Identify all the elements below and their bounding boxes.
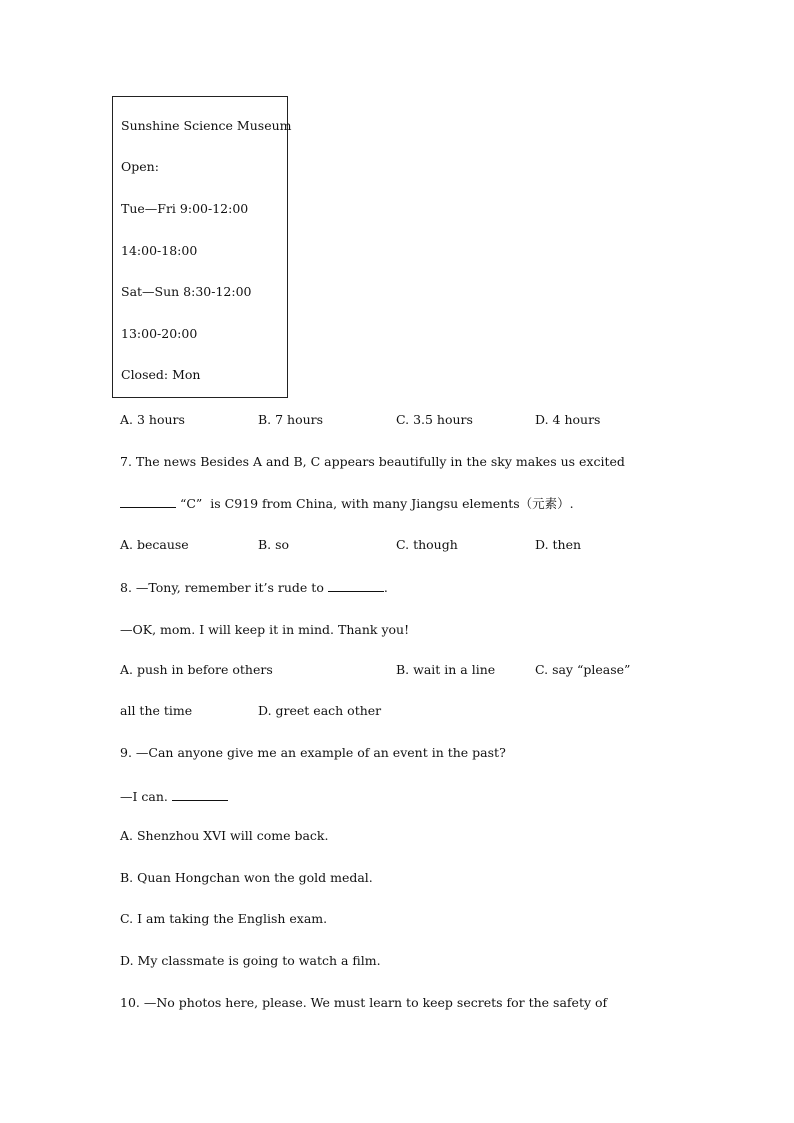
q7-question-line1: 7. The news Besides A and B, C appears beautifully in the sky makes us excited [120, 454, 625, 469]
q8-option-d: D. greet each other [258, 703, 382, 718]
notice-weekend-hours-2: 13:00-20:00 [121, 326, 198, 341]
q7-option-c: C. though [396, 537, 458, 552]
q6-option-a: A. 3 hours [120, 412, 185, 427]
q7-answer-blank [120, 495, 176, 508]
q6-option-c: C. 3.5 hours [396, 412, 473, 427]
notice-weekend-hours-1: Sat—Sun 8:30-12:00 [121, 284, 252, 299]
q7-option-d: D. then [535, 537, 582, 552]
museum-notice-box [112, 96, 292, 398]
notice-open-label: Open: [121, 159, 159, 174]
q8-answer-blank [328, 579, 384, 592]
q9-option-d: D. My classmate is going to watch a film. [120, 953, 381, 968]
q7-option-a: A. because [120, 537, 189, 552]
q8-option-c: C. say “please” [535, 662, 631, 677]
q6-option-b: B. 7 hours [258, 412, 324, 427]
notice-closed: Closed: Mon [121, 367, 201, 382]
notice-title: Sunshine Science Museum [121, 118, 292, 133]
q6-option-d: D. 4 hours [535, 412, 601, 427]
q9-question: 9. —Can anyone give me an example of an event in the past? [120, 745, 506, 760]
q9-answer-blank [172, 788, 228, 801]
q8-question-text: 8. —Tony, remember it’s rude to [120, 580, 328, 595]
q9-reply [120, 788, 228, 805]
q9-option-c: C. I am taking the English exam. [120, 911, 328, 926]
q10-question-line1: 10. —No photos here, please. We must learn to keep secrets for the safety of [120, 995, 608, 1010]
q8-question [120, 579, 388, 596]
q8-option-a: A. push in before others [120, 662, 273, 677]
q8-option-b: B. wait in a line [396, 662, 496, 677]
q8-option-c-continued: all the time [120, 703, 193, 718]
notice-weekday-hours-1: Tue—Fri 9:00-12:00 [121, 201, 249, 216]
q9-reply-text: —I can. [120, 789, 172, 804]
q9-option-a: A. Shenzhou XVI will come back. [120, 828, 329, 843]
q8-reply: —OK, mom. I will keep it in mind. Thank you! [120, 622, 410, 637]
q7-option-b: B. so [258, 537, 290, 552]
q8-question-end: . [383, 580, 388, 595]
notice-weekday-hours-2: 14:00-18:00 [121, 243, 198, 258]
q9-option-b: B. Quan Hongchan won the gold medal. [120, 870, 373, 885]
q7-question-line2-text: “C” is C919 from China, with many Jiangsu elements（元素）. [176, 496, 574, 511]
q7-question-line2 [120, 495, 574, 512]
